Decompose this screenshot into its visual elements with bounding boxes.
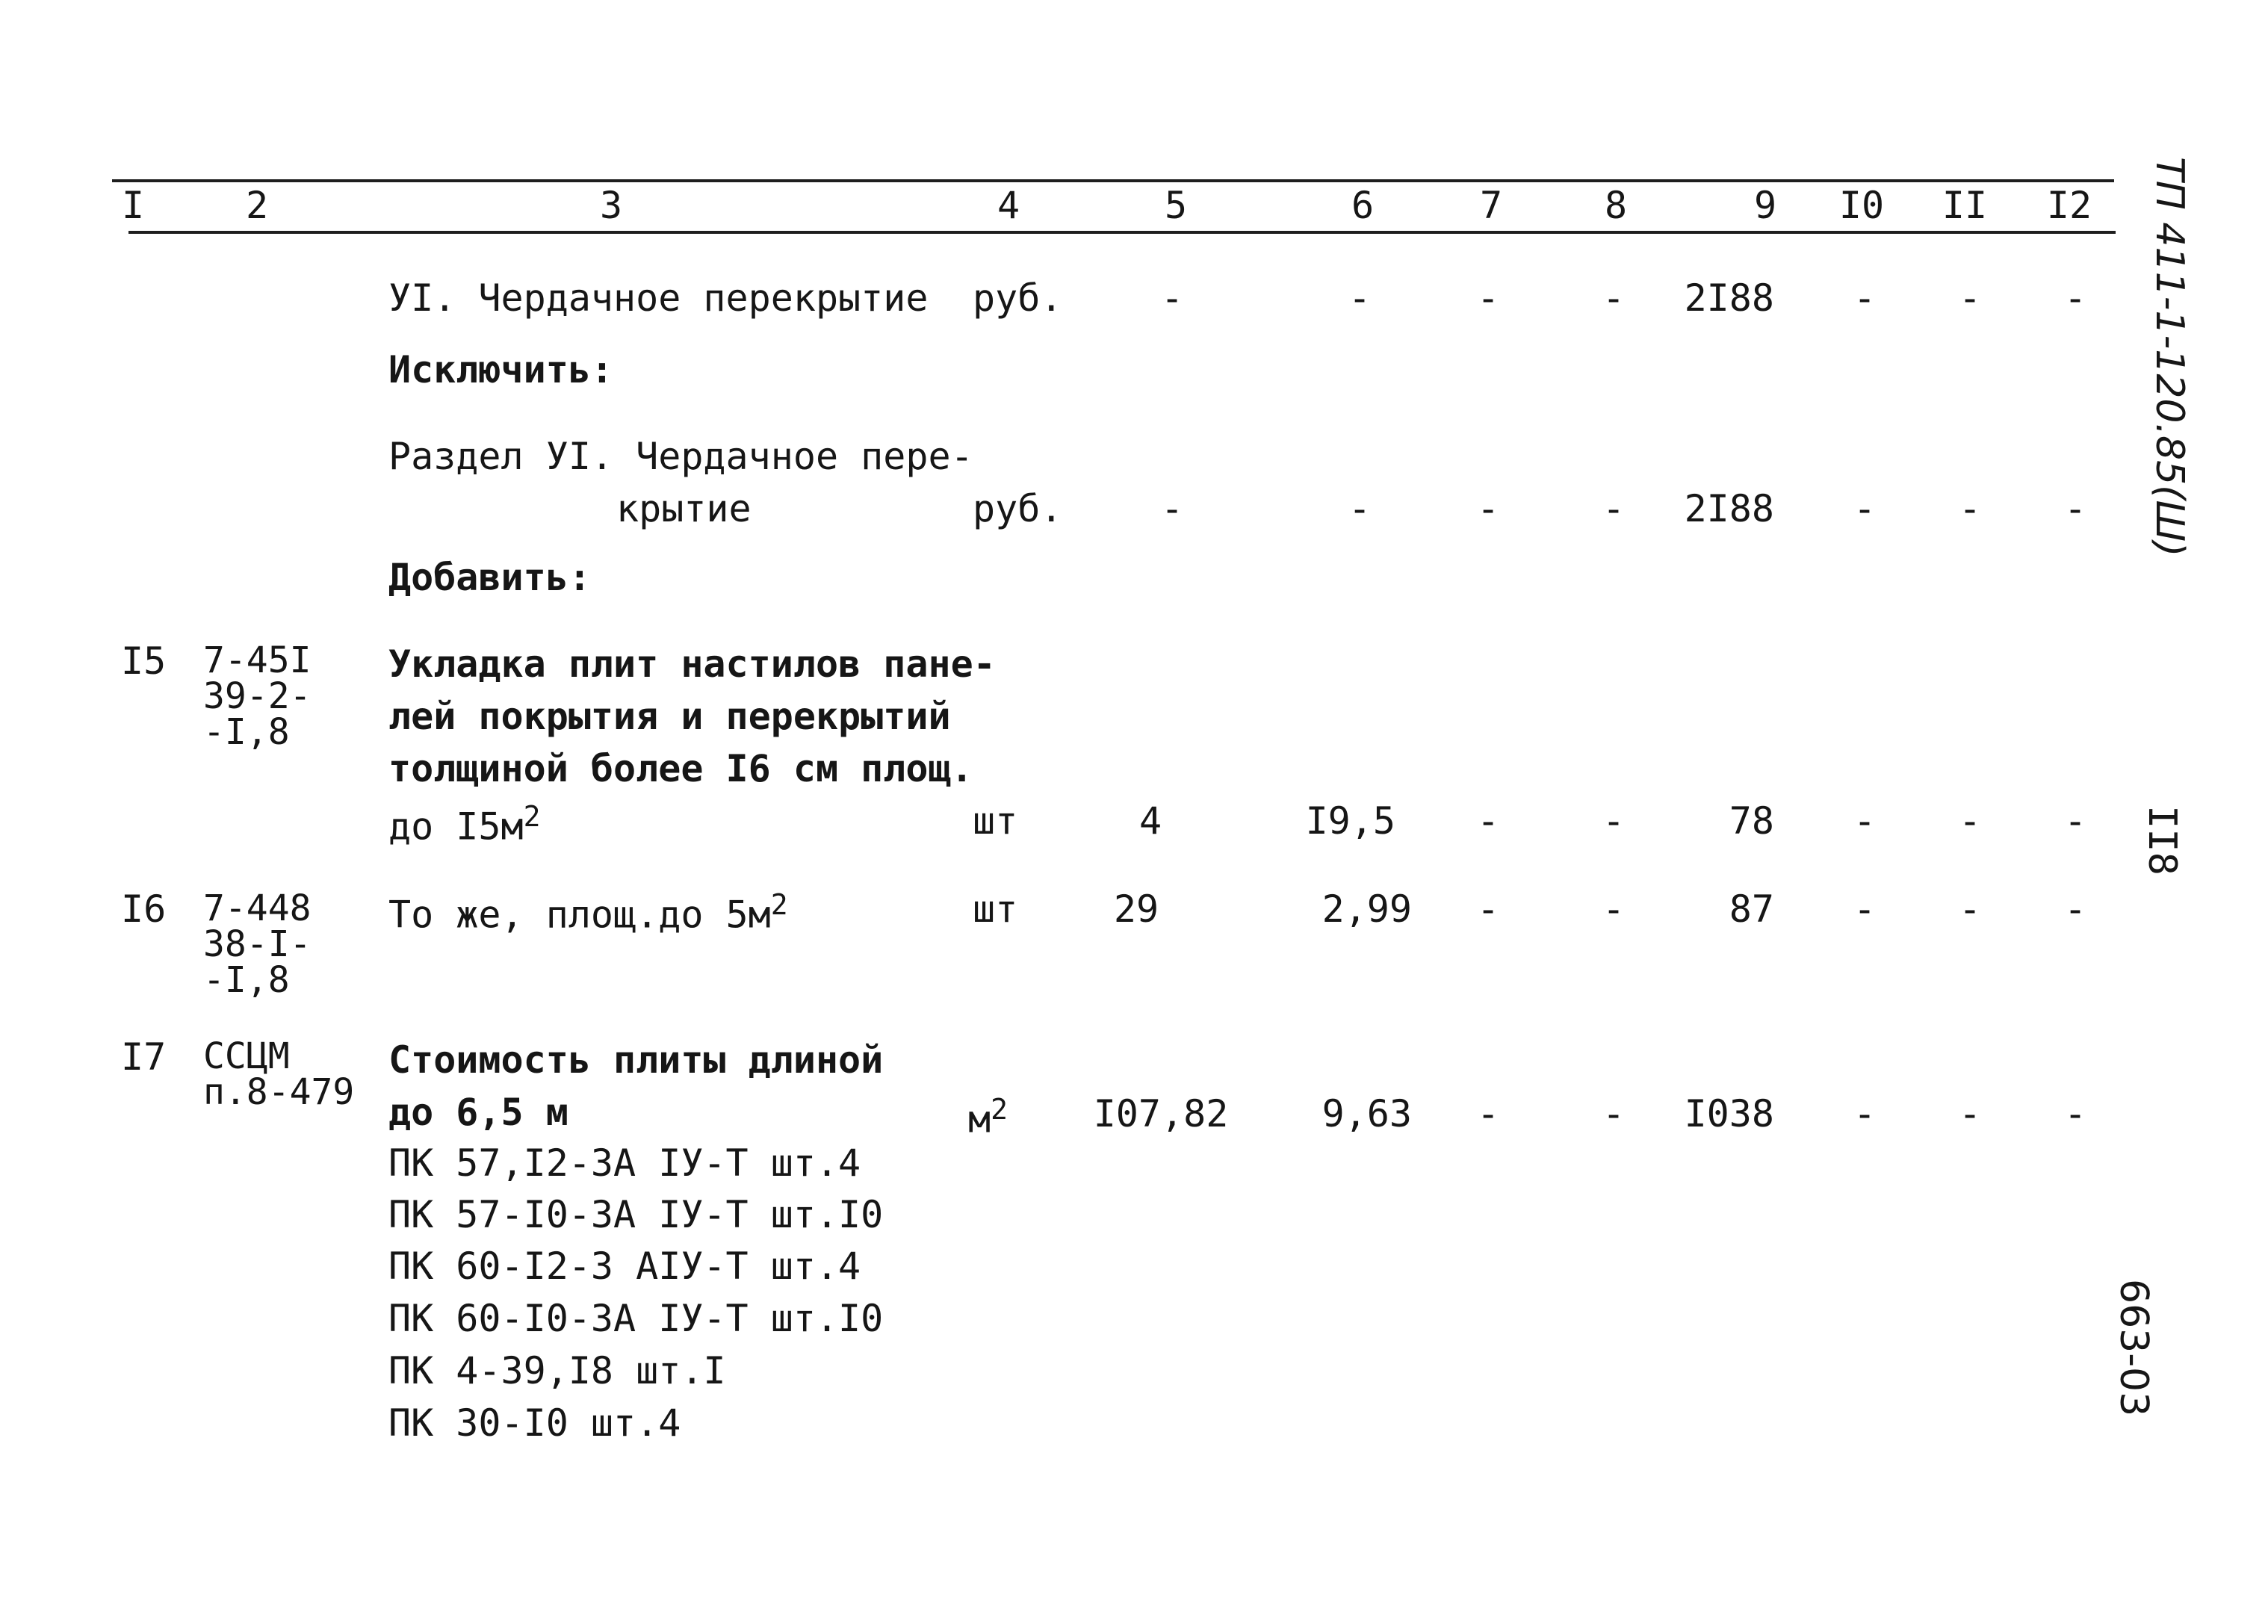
row-15-code-line2: 39-2- [203,675,312,717]
row-17-col9: I038 [1684,1092,1774,1135]
row-17-unit-superscript: 2 [991,1093,1008,1126]
row-15-unit: шт [973,799,1018,843]
section-6-excl-col10: - [1853,487,1877,530]
row-17-item-6: ПК 30-I0 шт.4 [388,1401,681,1445]
row-17-number: I7 [121,1035,167,1079]
section-6-col9: 2I88 [1684,276,1774,320]
row-17-code-line2: п.8-479 [203,1071,355,1113]
row-16-col10: - [1853,887,1877,931]
row-17-desc-line1: Стоимость плиты длиной [388,1038,884,1082]
row-15-number: I5 [121,639,167,683]
section-6-excl-col7: - [1476,487,1500,530]
row-16-col11: - [1958,887,1982,931]
row-17-item-3: ПК 60-I2-3 АIУ-Т шт.4 [388,1245,861,1288]
row-15-code-line3: -I,8 [203,711,290,753]
col-header-8: 8 [1604,184,1628,227]
row-16-code-line2: 38-I- [203,923,312,965]
row-17-code-line1: ССЦМ [203,1035,290,1077]
section-6-col12: - [2063,276,2087,320]
row-16-col6: 2,99 [1322,887,1412,931]
row-15-col12: - [2063,799,2087,843]
page-number-label: II8 [2140,805,2184,875]
col-header-1: I [121,184,145,227]
row-15-col8: - [1602,799,1626,843]
col-header-9: 9 [1753,184,1777,227]
row-17-col6: 9,63 [1322,1092,1412,1135]
row-16-desc-text: То же, площ.до 5м [388,893,771,937]
col-header-10: I0 [1838,184,1885,227]
row-17-col10: - [1853,1092,1877,1135]
row-16-unit: шт [973,887,1018,931]
section-6-excl-col8: - [1602,487,1626,530]
row-15-col11: - [1958,799,1982,843]
section-6-col5: - [1160,276,1184,320]
section-6-excl-col5: - [1160,487,1184,530]
row-15-desc-line2: лей покрытия и перекрытий [388,695,951,738]
row-17-col8: - [1602,1092,1626,1135]
row-16-code-line3: -I,8 [203,959,290,1001]
section-6-excl-name-line2: крытие [616,487,752,530]
row-15-desc-line3: толщиной более I6 см площ. [388,747,973,790]
section-6-name: УI. Чердачное перекрытие [388,276,929,320]
header-bottom-rule [128,231,2116,234]
section-6-col6: - [1348,276,1372,320]
row-16-desc [388,888,788,937]
row-16-col9: 87 [1729,887,1774,931]
section-6-excl-col9: 2I88 [1684,487,1774,530]
row-17-col11: - [1958,1092,1982,1135]
row-17-item-5: ПК 4-39,I8 шт.I [388,1349,726,1392]
add-label: Добавить: [388,556,591,599]
row-17-unit [968,1093,1008,1141]
header-top-rule [112,179,2114,182]
section-6-col8: - [1602,276,1626,320]
col-header-2: 2 [245,184,269,227]
col-header-12: I2 [2046,184,2092,227]
col-header-4: 4 [997,184,1020,227]
row-17-col5: I07,82 [1093,1092,1229,1135]
section-6-excl-col11: - [1958,487,1982,530]
section-6-col11: - [1958,276,1982,320]
row-15-col5: 4 [1138,799,1162,843]
section-6-excl-col6: - [1348,487,1372,530]
section-6-excl-col12: - [2063,487,2087,530]
col-header-11: II [1942,184,1988,227]
row-17-desc-line2: до 6,5 м [388,1091,568,1134]
row-17-col7: - [1476,1092,1500,1135]
row-16-col7: - [1476,887,1500,931]
row-16-col8: - [1602,887,1626,931]
row-16-code-line1: 7-448 [203,887,312,929]
row-15-col9: 78 [1729,799,1774,843]
section-6-unit: руб. [973,276,1063,320]
section-6-excl-name-line1: Раздел УI. Чердачное пере- [388,435,973,478]
row-15-desc-line4 [388,800,541,849]
row-17-col12: - [2063,1092,2087,1135]
col-header-6: 6 [1351,184,1375,227]
row-17-item-4: ПК 60-I0-3А IУ-Т шт.I0 [388,1297,884,1340]
row-15-desc-line1: Укладка плит настилов пане- [388,642,996,686]
row-16-col12: - [2063,887,2087,931]
row-16-number: I6 [121,887,167,931]
exclude-label: Исключить: [388,348,614,391]
row-17-item-1: ПК 57,I2-3А IУ-Т шт.4 [388,1141,861,1185]
section-6-col10: - [1853,276,1877,320]
col-header-5: 5 [1164,184,1188,227]
row-15-col6: I9,5 [1305,799,1395,843]
col-header-3: 3 [599,184,623,227]
project-code-label: ТП 411-1-120.85(Ш) [2147,157,2192,557]
row-17-item-2: ПК 57-I0-3А IУ-Т шт.I0 [388,1193,884,1236]
sheet-code-label: 663-03 [2111,1279,2156,1417]
col-header-7: 7 [1479,184,1503,227]
section-6-excl-unit: руб. [973,487,1063,530]
row-16-col5: 29 [1113,887,1159,931]
section-6-col7: - [1476,276,1500,320]
row-15-desc-text: до I5м [388,805,524,849]
row-15-desc-superscript: 2 [523,800,541,833]
row-15-col10: - [1853,799,1877,843]
row-17-unit-text: м [968,1097,991,1141]
row-15-col7: - [1476,799,1500,843]
row-16-desc-superscript: 2 [770,888,788,921]
row-15-code-line1: 7-45I [203,639,312,681]
